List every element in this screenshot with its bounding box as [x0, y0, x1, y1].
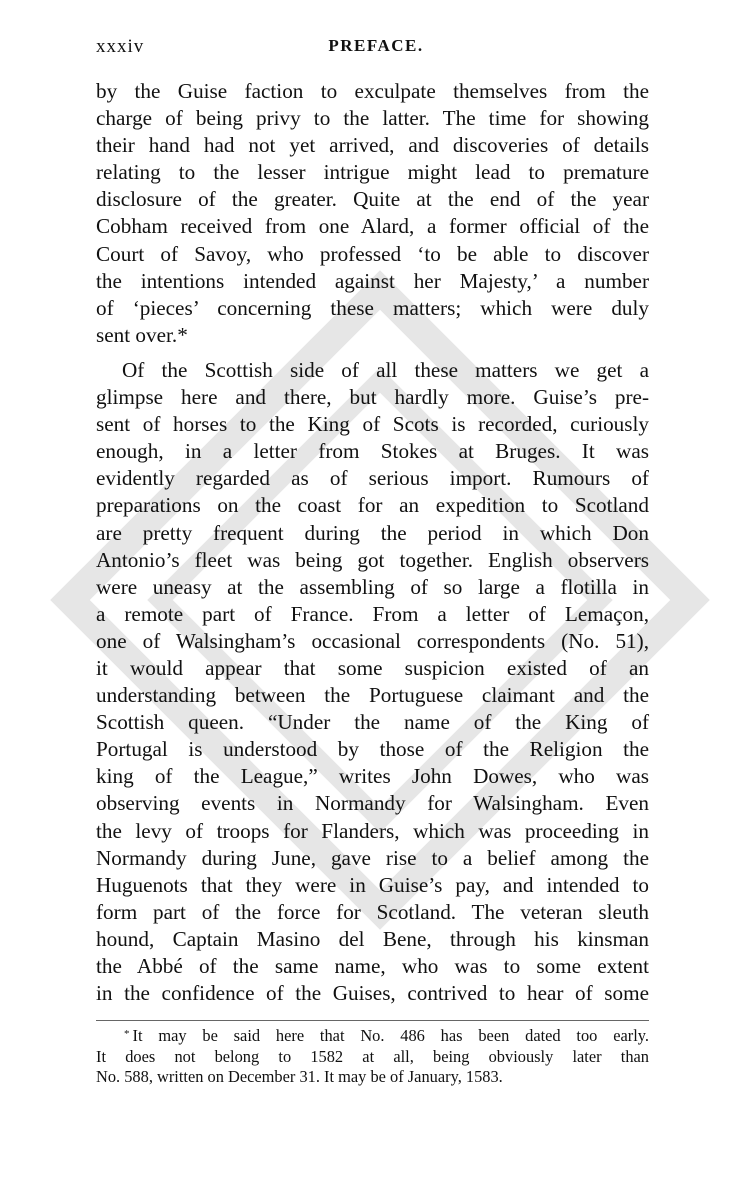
text-line: Huguenots that they were in Guise’s pay, and intended to — [96, 872, 649, 897]
text-line: by the Guise faction to exculpate themselves from the — [96, 79, 649, 103]
paragraph — [96, 357, 649, 1007]
footnote — [96, 1024, 649, 1088]
text-line: Antonio’s fleet was being got together. English observers — [96, 547, 649, 572]
text-line: a remote part of France. From a letter of Lemaçon, — [96, 601, 649, 626]
text-line: king of the League,” writes John Dowes, who was — [96, 764, 649, 789]
text-line: sent of horses to the King of Scots is recorded, curiously — [96, 412, 649, 437]
text-line: Normandy during June, gave rise to a belief among the — [96, 845, 649, 870]
text-line: it would appear that some suspicion existed of an — [96, 655, 649, 680]
text-line: Of the Scottish side of all these matters we get a — [122, 357, 649, 382]
text-line: observing events in Normandy for Walsingham. Even — [96, 791, 649, 816]
text-line: charge of being privy to the latter. The time for showing — [96, 106, 649, 131]
text-line: sent over.* — [96, 322, 188, 347]
text-line: evidently regarded as of serious import. Rumours of — [96, 466, 649, 491]
page-header — [96, 36, 656, 64]
text-line: hound, Captain Masino del Bene, through his kinsman — [96, 926, 649, 951]
text-line: form part of the force for Scotland. The veteran sleuth — [96, 899, 649, 924]
footnote-line: It does not belong to 1582 at all, being obviously later than — [96, 1046, 649, 1066]
text-line: preparations on the coast for an expedition to Scotland — [96, 493, 649, 518]
text-line: the levy of troops for Flanders, which was proceeding in — [96, 818, 649, 843]
text-line: Court of Savoy, who professed ‘to be able to discover — [96, 241, 649, 266]
text-line: disclosure of the greater. Quite at the end of the year — [96, 187, 649, 212]
text-line: the intentions intended against her Majesty,’ a number — [96, 268, 649, 293]
page-number: xxxiv — [96, 36, 145, 57]
text-line: understanding between the Portuguese claimant and the — [96, 683, 649, 708]
text-line: Portugal is understood by those of the Religion the — [96, 737, 649, 762]
footnote-line — [96, 1024, 649, 1047]
text-line: their hand had not yet arrived, and discoveries of details — [96, 133, 649, 158]
text-line: one of Walsingham’s occasional correspondents (No. 51), — [96, 628, 649, 653]
footnote-text: It may be said here that No. 486 has been dated too early. — [132, 1026, 649, 1045]
footnote-divider — [96, 1020, 649, 1021]
paragraph — [96, 78, 649, 349]
text-line: in the confidence of the Guises, contrived to hear of some — [96, 981, 649, 1006]
text-line: Scottish queen. “Under the name of the King of — [96, 710, 649, 735]
running-head: PREFACE. — [328, 36, 424, 55]
text-line: Cobham received from one Alard, a former official of the — [96, 214, 649, 239]
text-line: glimpse here and there, but hardly more. Guise’s pre- — [96, 385, 649, 410]
text-line: of ‘pieces’ concerning these matters; which were duly — [96, 295, 649, 320]
text-line: enough, in a letter from Stokes at Bruges. It was — [96, 439, 649, 464]
text-line: the Abbé of the same name, who was to some extent — [96, 954, 649, 978]
text-line: were uneasy at the assembling of so large a flotilla in — [96, 574, 649, 599]
text-line: relating to the lesser intrigue might lead to premature — [96, 160, 649, 185]
footnote-line: No. 588, written on December 31. It may be of January, 1583. — [96, 1067, 503, 1086]
footnote-marker: * — [124, 1028, 130, 1040]
body-text — [96, 78, 649, 1007]
text-line: are pretty frequent during the period in which Don — [96, 520, 649, 545]
